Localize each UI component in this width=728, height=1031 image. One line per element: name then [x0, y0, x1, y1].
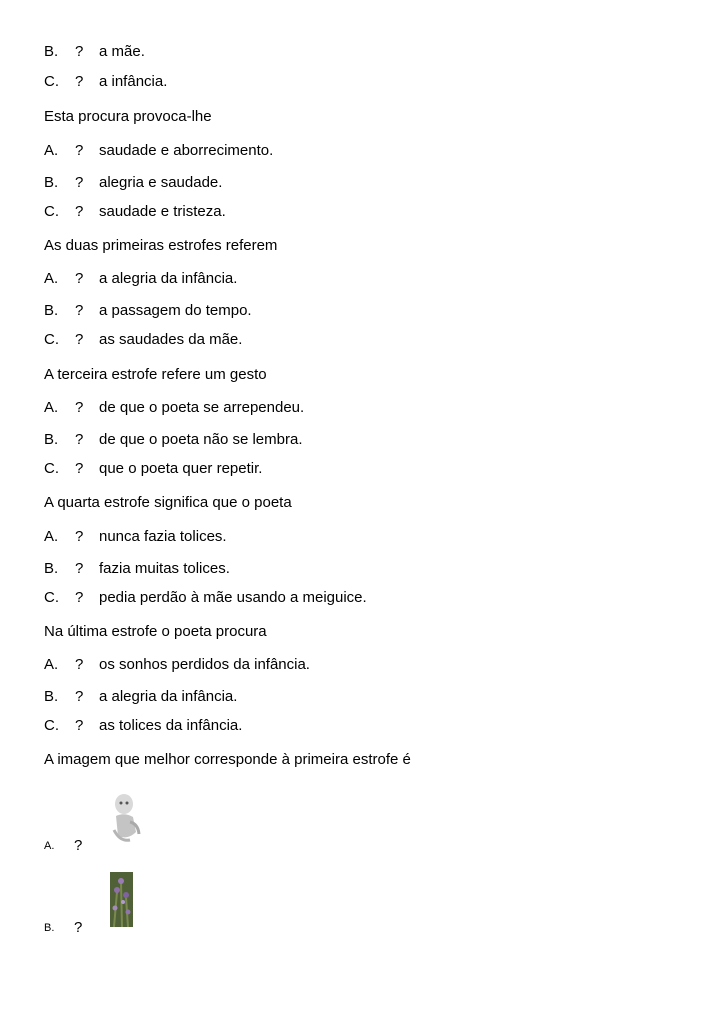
baby-photo-graphic: [108, 790, 142, 844]
option-a[interactable]: [44, 399, 304, 416]
option-letter: C.: [44, 589, 59, 606]
option-c[interactable]: [44, 331, 242, 348]
option-c[interactable]: [44, 589, 367, 606]
option-letter: C.: [44, 203, 59, 220]
option-letter: B.: [44, 431, 59, 448]
option-text: a passagem do tempo.: [99, 302, 252, 319]
option-letter: B.: [44, 302, 59, 319]
option-text: a infância.: [99, 73, 168, 90]
option-text: nunca fazia tolices.: [99, 528, 227, 545]
option-b[interactable]: [44, 302, 252, 319]
flowers-photo-graphic: [110, 872, 133, 927]
option-text: fazia muitas tolices.: [99, 560, 230, 577]
option-a[interactable]: [44, 142, 273, 159]
option-text: as tolices da infância.: [99, 717, 243, 734]
option-text: os sonhos perdidos da infância.: [99, 656, 310, 673]
option-b[interactable]: [44, 431, 302, 448]
option-text: a alegria da infância.: [99, 270, 238, 287]
checkbox-mark[interactable]: ?: [75, 142, 84, 159]
option-text: alegria e saudade.: [99, 174, 223, 191]
checkbox-mark[interactable]: ?: [75, 302, 84, 319]
option-c[interactable]: [44, 460, 262, 477]
option-letter: A.: [44, 840, 55, 852]
question-text: A quarta estrofe significa que o poeta: [44, 494, 292, 511]
checkbox-mark[interactable]: ?: [75, 431, 84, 448]
checkbox-mark[interactable]: ?: [75, 174, 84, 191]
checkbox-mark[interactable]: ?: [75, 43, 84, 60]
option-text: as saudades da mãe.: [99, 331, 243, 348]
baby-photo: [108, 790, 142, 844]
checkbox-mark[interactable]: ?: [75, 270, 84, 287]
option-letter: B.: [44, 43, 59, 60]
option-c[interactable]: [44, 203, 226, 220]
option-c[interactable]: [44, 73, 167, 90]
option-text: a alegria da infância.: [99, 688, 238, 705]
checkbox-mark[interactable]: ?: [75, 656, 84, 673]
option-letter: B.: [44, 688, 59, 705]
checkbox-mark[interactable]: ?: [75, 528, 84, 545]
option-text: a mãe.: [99, 43, 145, 60]
checkbox-mark[interactable]: ?: [75, 399, 84, 416]
checkbox-mark[interactable]: ?: [74, 919, 83, 936]
option-letter: C.: [44, 331, 59, 348]
question-text: As duas primeiras estrofes referem: [44, 237, 278, 254]
option-b[interactable]: [44, 688, 237, 705]
option-text: de que o poeta se arrependeu.: [99, 399, 305, 416]
checkbox-mark[interactable]: ?: [75, 73, 84, 90]
option-letter: A.: [44, 142, 59, 159]
option-text: saudade e aborrecimento.: [99, 142, 274, 159]
checkbox-mark[interactable]: ?: [75, 331, 84, 348]
option-letter: C.: [44, 717, 59, 734]
image-option-b[interactable]: [44, 919, 83, 936]
checkbox-mark[interactable]: ?: [75, 560, 84, 577]
option-text: saudade e tristeza.: [99, 203, 226, 220]
question-text: A terceira estrofe refere um gesto: [44, 366, 267, 383]
checkbox-mark[interactable]: ?: [75, 688, 84, 705]
option-a[interactable]: [44, 656, 310, 673]
question-text: A imagem que melhor corresponde à primeira estrofe é: [44, 751, 411, 768]
question-text: Esta procura provoca-lhe: [44, 108, 212, 125]
checkbox-mark[interactable]: ?: [74, 837, 83, 854]
option-letter: A.: [44, 656, 59, 673]
option-letter: C.: [44, 460, 59, 477]
option-letter: B.: [44, 560, 59, 577]
option-text: pedia perdão à mãe usando a meiguice.: [99, 589, 367, 606]
flowers-photo: [110, 872, 133, 927]
option-a[interactable]: [44, 528, 227, 545]
option-b[interactable]: [44, 174, 222, 191]
option-text: que o poeta quer repetir.: [99, 460, 263, 477]
option-b[interactable]: [44, 43, 145, 60]
checkbox-mark[interactable]: ?: [75, 203, 84, 220]
checkbox-mark[interactable]: ?: [75, 589, 84, 606]
option-b[interactable]: [44, 560, 230, 577]
question-text: Na última estrofe o poeta procura: [44, 623, 267, 640]
checkbox-mark[interactable]: ?: [75, 460, 84, 477]
checkbox-mark[interactable]: ?: [75, 717, 84, 734]
option-c[interactable]: [44, 717, 242, 734]
image-option-a[interactable]: [44, 837, 83, 854]
option-text: de que o poeta não se lembra.: [99, 431, 303, 448]
option-letter: A.: [44, 270, 59, 287]
option-letter: B.: [44, 922, 55, 934]
option-letter: A.: [44, 399, 59, 416]
option-letter: A.: [44, 528, 59, 545]
option-letter: C.: [44, 73, 59, 90]
option-letter: B.: [44, 174, 59, 191]
option-a[interactable]: [44, 270, 237, 287]
